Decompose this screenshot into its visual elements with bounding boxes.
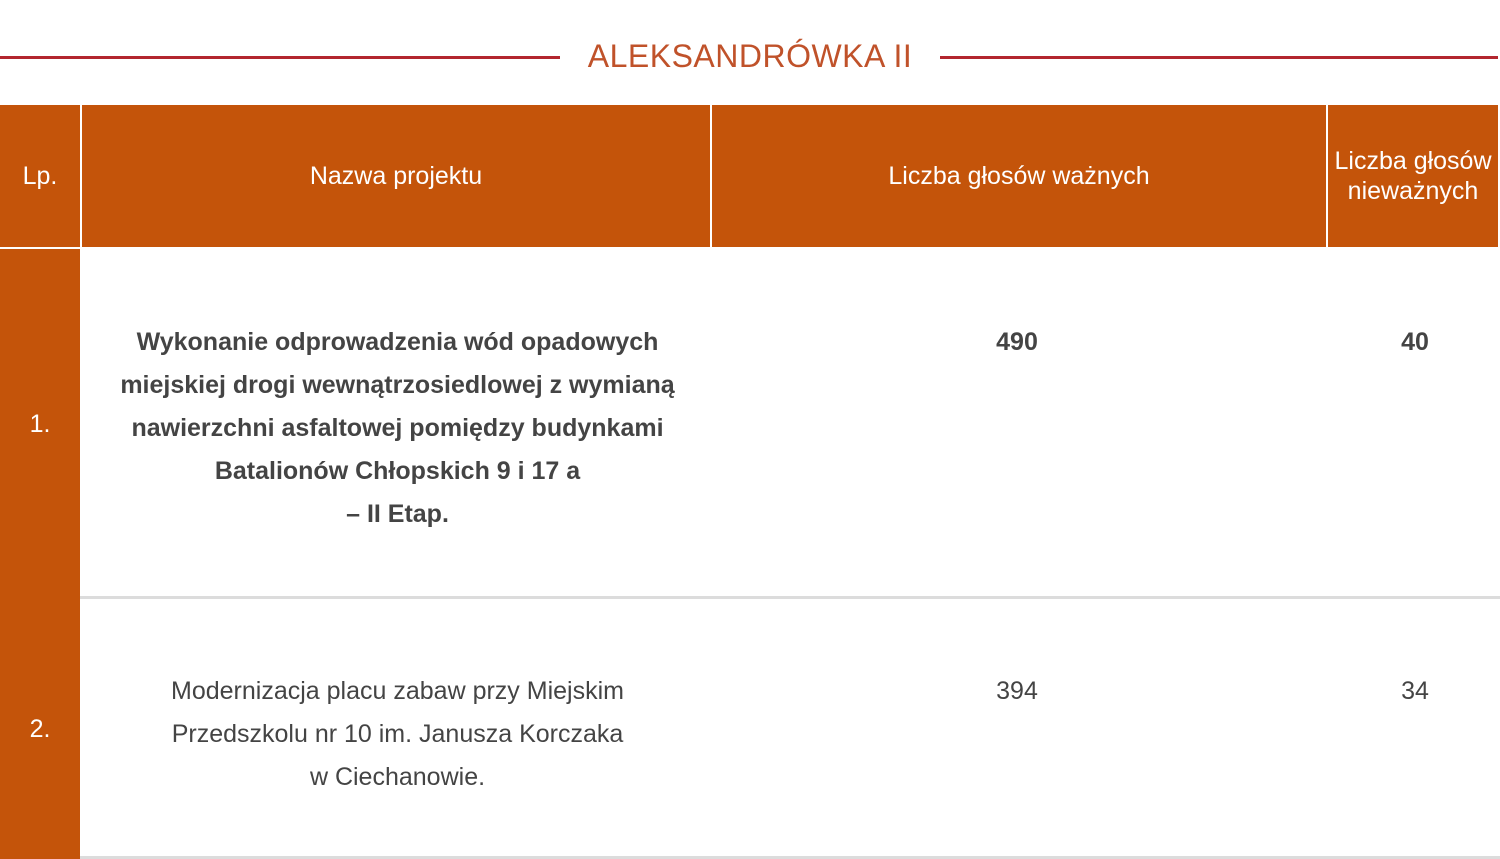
project-name [90,670,705,799]
header-lp: Lp. [0,105,80,247]
project-name-line: Przedszkolu nr 10 im. Janusza Korczaka [171,720,624,748]
table-row [0,599,1500,859]
table-row [0,249,1500,599]
results-table [0,105,1500,791]
project-name-line: Batalionów Chłopskich 9 i 17 a [214,457,581,485]
valid-votes-value: 490 [996,328,1038,356]
project-name-line: w Ciechanowie. [309,763,486,791]
row-number: 1. [0,249,80,599]
section-title-bar [0,30,1500,82]
header-valid-votes: Liczba głosów ważnych [712,105,1326,247]
table-header-row [0,105,1500,247]
project-name-line: miejskiej drogi wewnątrzosiedlowej z wymianą [120,371,675,399]
title-divider-left [0,56,560,59]
page-title: ALEKSANDRÓWKA II [587,38,913,74]
row-number: 2. [0,599,80,859]
invalid-votes-value: 34 [1401,677,1429,705]
title-divider-right [940,56,1498,59]
project-name-line: Wykonanie odprowadzenia wód opadowych [136,328,659,356]
project-name-line: Modernizacja placu zabaw przy Miejskim [171,677,624,705]
header-invalid-votes: Liczba głosów nieważnych [1328,105,1498,247]
invalid-votes-value: 40 [1401,328,1429,356]
project-name-line: – II Etap. [346,500,449,528]
header-project-name: Nazwa projektu [82,105,710,247]
project-name [90,321,705,536]
project-name-line: nawierzchni asfaltowej pomiędzy budynkami [131,414,664,442]
valid-votes-value: 394 [996,677,1038,705]
